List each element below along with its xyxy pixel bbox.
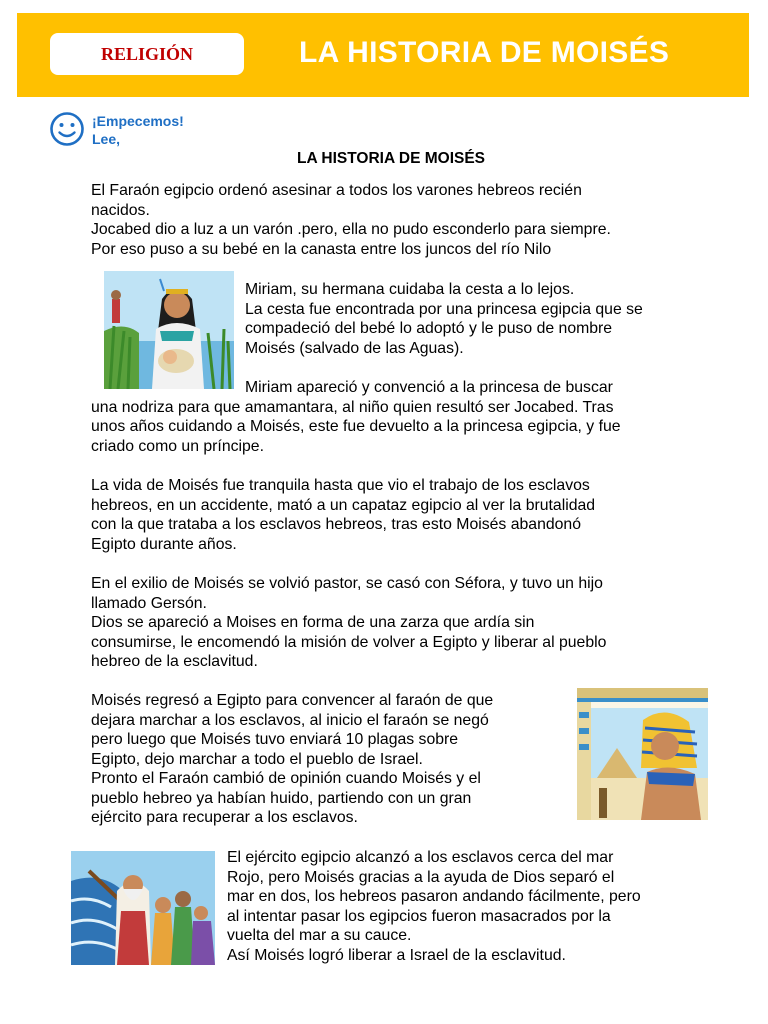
text-line: al intentar pasar los egipcios fueron masacrados por la: [227, 907, 611, 925]
text-line: hebreos, en un accidente, mató a un capataz egipcio al ver la brutalidad: [91, 496, 596, 514]
text-line: vuelta del mar a su cauce.: [227, 927, 412, 944]
text-line: El Faraón egipcio ordenó asesinar a todos los varones hebreos recién: [91, 182, 582, 199]
text-line: nacidos.: [91, 201, 150, 219]
text-line: Pronto el Faraón cambió de opinión cuando Moisés y el: [91, 770, 481, 787]
text-line: Rojo, pero Moisés gracias a la ayuda de Dios separó el: [227, 868, 615, 886]
text-line: El ejército egipcio alcanzó a los esclavos cerca del mar: [227, 849, 614, 866]
header-banner: [17, 13, 749, 97]
moses-parting-sea-illustration: [71, 851, 215, 965]
text-line: mar en dos, los hebreos pasaron andando fácilmente, pero: [227, 888, 641, 905]
paragraph-5: [91, 574, 606, 672]
text-line: dejara marchar a los esclavos, al inicio el faraón se negó: [91, 711, 489, 729]
instruction-text: Lee,: [92, 131, 121, 147]
pharaoh-illustration: [577, 688, 708, 820]
text-line: ejército para recuperar a los esclavos.: [91, 809, 358, 826]
paragraph-3-continued: [91, 398, 621, 457]
paragraph-2: [245, 280, 643, 358]
text-line: pueblo hebreo ya habían huido, partiendo con un gran: [91, 789, 472, 807]
paragraph-7: [227, 848, 641, 965]
text-line: Dios se apareció a Moises en forma de una zarza que ardía sin: [91, 614, 535, 631]
text-line: Jocabed dio a luz a un varón .pero, ella no pudo esconderlo para siempre.: [91, 221, 611, 238]
paragraph-3: [245, 378, 613, 398]
greeting-text: ¡Empecemos!: [92, 113, 184, 129]
subject-label: RELIGIÓN: [50, 33, 244, 75]
text-line: llamado Gersón.: [91, 594, 207, 612]
document-title: LA HISTORIA DE MOISÉS: [296, 150, 486, 167]
banner-title: LA HISTORIA DE MOISÉS: [299, 36, 670, 69]
paragraph-6: [91, 691, 493, 828]
text-line: criado como un príncipe.: [91, 437, 264, 455]
text-line: hebreo de la esclavitud.: [91, 653, 258, 670]
text-line: Moisés regresó a Egipto para convencer al faraón de que: [91, 692, 494, 709]
text-line: Miriam, su hermana cuidaba la cesta a lo lejos.: [245, 281, 575, 298]
text-line: compadeció del bebé lo adoptó y le puso de nombre: [245, 320, 613, 337]
text-line: Miriam apareció y convenció a la princesa de buscar: [245, 379, 613, 396]
text-line: La vida de Moisés fue tranquila hasta que vio el trabajo de los esclavos: [91, 477, 590, 494]
paragraph-4: [91, 476, 595, 554]
text-line: Por eso puso a su bebé en la canasta entre los juncos del río Nilo: [91, 240, 552, 258]
text-line: consumirse, le encomendó la misión de volver a Egipto y liberar al pueblo: [91, 633, 607, 651]
baby-moses-basket-illustration: [104, 271, 234, 389]
text-line: En el exilio de Moisés se volvió pastor, se casó con Séfora, y tuvo un hijo: [91, 575, 603, 592]
text-line: Egipto, dejo marchar a todo el pueblo de Israel.: [91, 750, 423, 768]
text-line: con la que trataba a los esclavos hebreos, tras esto Moisés abandonó: [91, 516, 582, 533]
text-line: Moisés (salvado de las Aguas).: [245, 339, 464, 357]
text-line: unos años cuidando a Moisés, este fue devuelto a la princesa egipcia, y fue: [91, 418, 621, 435]
text-line: Egipto durante años.: [91, 535, 237, 553]
text-line: una nodriza para que amamantara, al niño quien resultó ser Jocabed. Tras: [91, 398, 614, 416]
smiley-face-icon: [49, 111, 85, 147]
text-line: pero luego que Moisés tuvo enviará 10 plagas sobre: [91, 731, 459, 748]
text-line: Así Moisés logró liberar a Israel de la esclavitud.: [227, 946, 566, 964]
text-line: La cesta fue encontrada por una princesa egipcia que se: [245, 300, 643, 318]
paragraph-1: [91, 181, 611, 259]
intro-text: [92, 112, 184, 148]
